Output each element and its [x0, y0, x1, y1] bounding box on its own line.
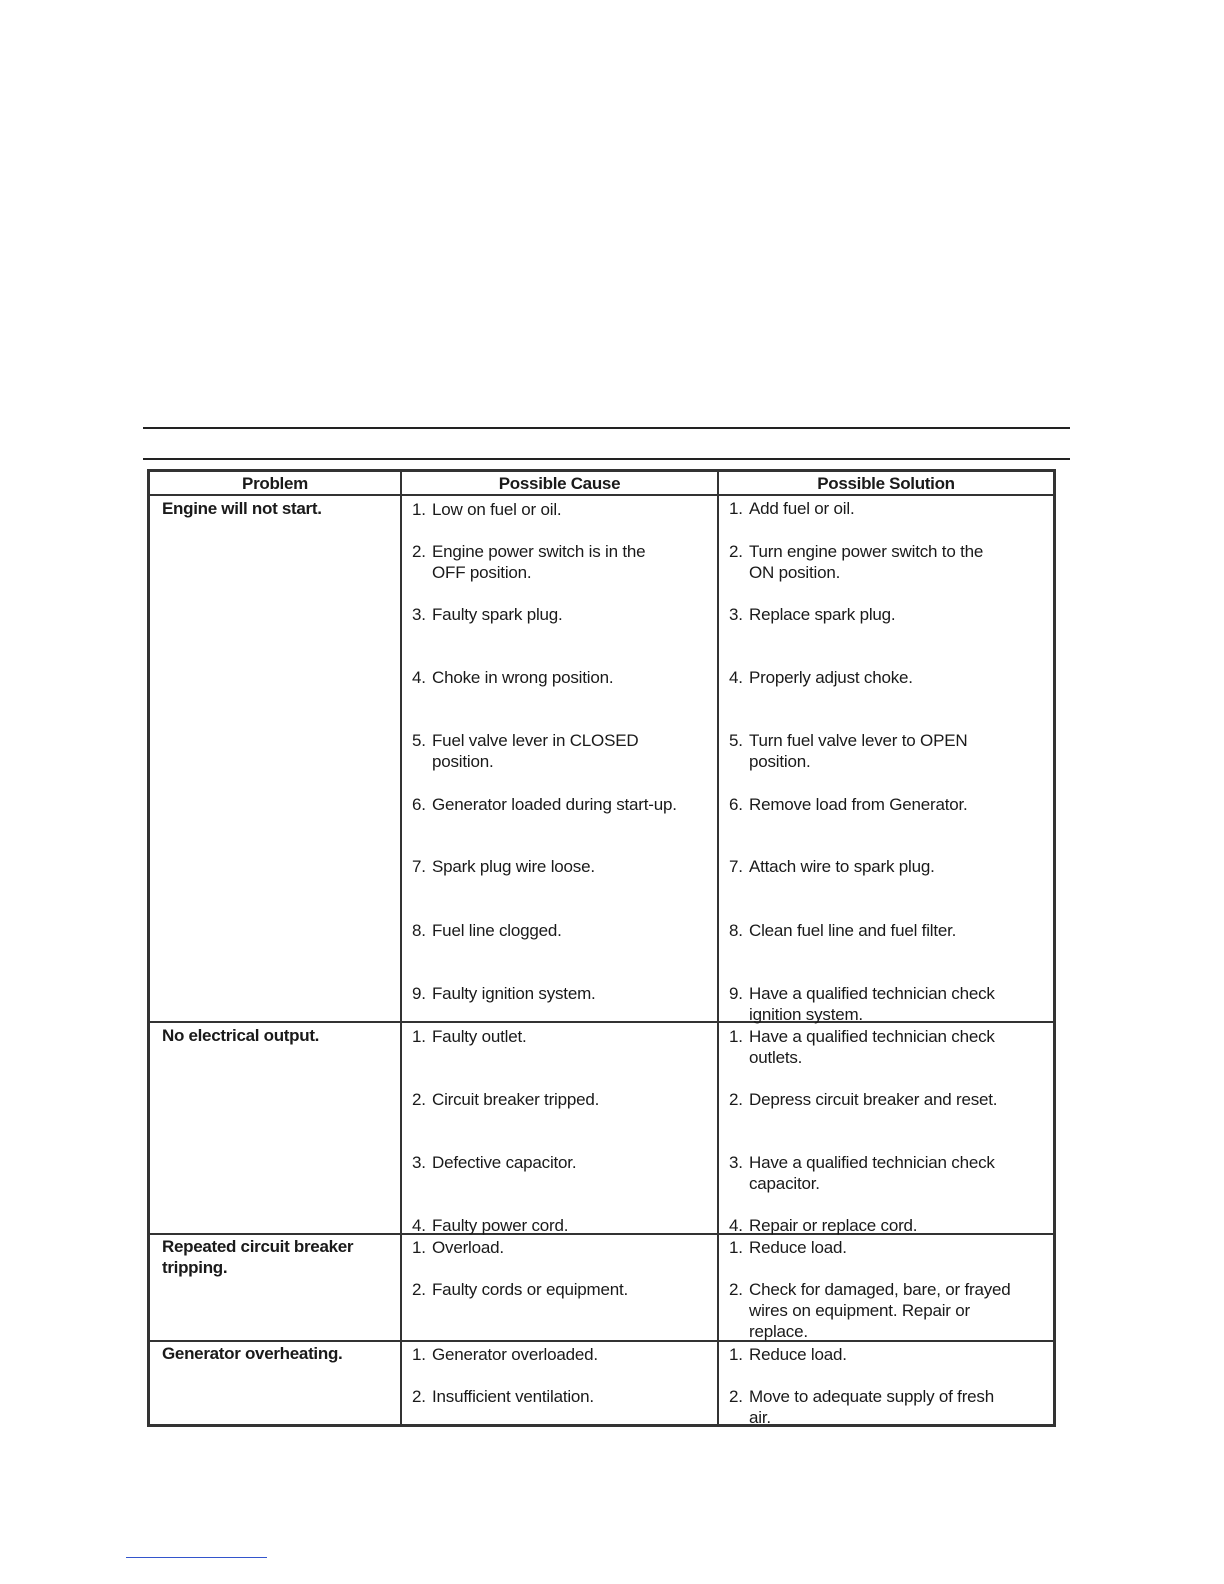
cause-item: 1. Faulty outlet.	[412, 1027, 527, 1046]
cause-item: 9. Faulty ignition system.	[412, 984, 596, 1003]
header-solution: Possible Solution	[817, 474, 955, 493]
column-divider	[400, 472, 402, 1424]
column-divider	[717, 472, 719, 1424]
cause-item: 4. Choke in wrong position.	[412, 668, 614, 687]
solution-item: 2. Check for damaged, bare, or frayed wires on equipment. Repair or replace.	[729, 1280, 1011, 1341]
cause-item: 3. Defective capacitor.	[412, 1153, 577, 1172]
cause-item: 4. Faulty power cord.	[412, 1216, 569, 1235]
cause-item: 2. Insufficient ventilation.	[412, 1387, 594, 1406]
solution-item: 1. Add fuel or oil.	[729, 499, 855, 518]
cause-item: 1. Low on fuel or oil.	[412, 500, 562, 519]
troubleshooting-table	[147, 469, 1056, 1427]
row-divider	[150, 494, 1053, 496]
solution-item: 2. Turn engine power switch to the ON position.	[729, 542, 984, 582]
problem-breaker-tripping: Repeated circuit breaker tripping.	[162, 1237, 354, 1277]
cause-item: 1. Generator overloaded.	[412, 1345, 598, 1364]
solution-item: 4. Repair or replace cord.	[729, 1216, 918, 1235]
cause-item: 2. Engine power switch is in the OFF position.	[412, 542, 646, 582]
cause-item: 6. Generator loaded during start-up.	[412, 795, 677, 814]
solution-item: 1. Reduce load.	[729, 1238, 847, 1257]
solution-item: 5. Turn fuel valve lever to OPEN position.	[729, 731, 968, 771]
cause-item: 2. Circuit breaker tripped.	[412, 1090, 600, 1109]
cause-item: 1. Overload.	[412, 1238, 504, 1257]
solution-item: 4. Properly adjust choke.	[729, 668, 913, 687]
solution-item: 6. Remove load from Generator.	[729, 795, 968, 814]
header-problem: Problem	[242, 474, 308, 493]
solution-item: 2. Move to adequate supply of fresh air.	[729, 1387, 994, 1427]
solution-item: 3. Replace spark plug.	[729, 605, 896, 624]
solution-item: 7. Attach wire to spark plug.	[729, 857, 935, 876]
header-rule	[143, 458, 1070, 460]
problem-overheating: Generator overheating.	[162, 1344, 343, 1363]
cause-item: 2. Faulty cords or equipment.	[412, 1280, 629, 1299]
footer-link-underline[interactable]	[126, 1557, 267, 1558]
solution-item: 2. Depress circuit breaker and reset.	[729, 1090, 998, 1109]
cause-item: 7. Spark plug wire loose.	[412, 857, 595, 876]
cause-item: 8. Fuel line clogged.	[412, 921, 562, 940]
solution-item: 1. Have a qualified technician check outlets.	[729, 1027, 995, 1067]
solution-item: 9. Have a qualified technician check ignition system.	[729, 984, 995, 1024]
solution-item: 8. Clean fuel line and fuel filter.	[729, 921, 957, 940]
cause-item: 5. Fuel valve lever in CLOSED position.	[412, 731, 639, 771]
cause-item: 3. Faulty spark plug.	[412, 605, 563, 624]
solution-item: 3. Have a qualified technician check capacitor.	[729, 1153, 995, 1193]
solution-item: 1. Reduce load.	[729, 1345, 847, 1364]
problem-engine-start: Engine will not start.	[162, 499, 322, 518]
header-cause: Possible Cause	[498, 474, 621, 493]
problem-no-output: No electrical output.	[162, 1026, 320, 1045]
table-grid	[150, 472, 1053, 1427]
top-rule	[143, 427, 1070, 429]
